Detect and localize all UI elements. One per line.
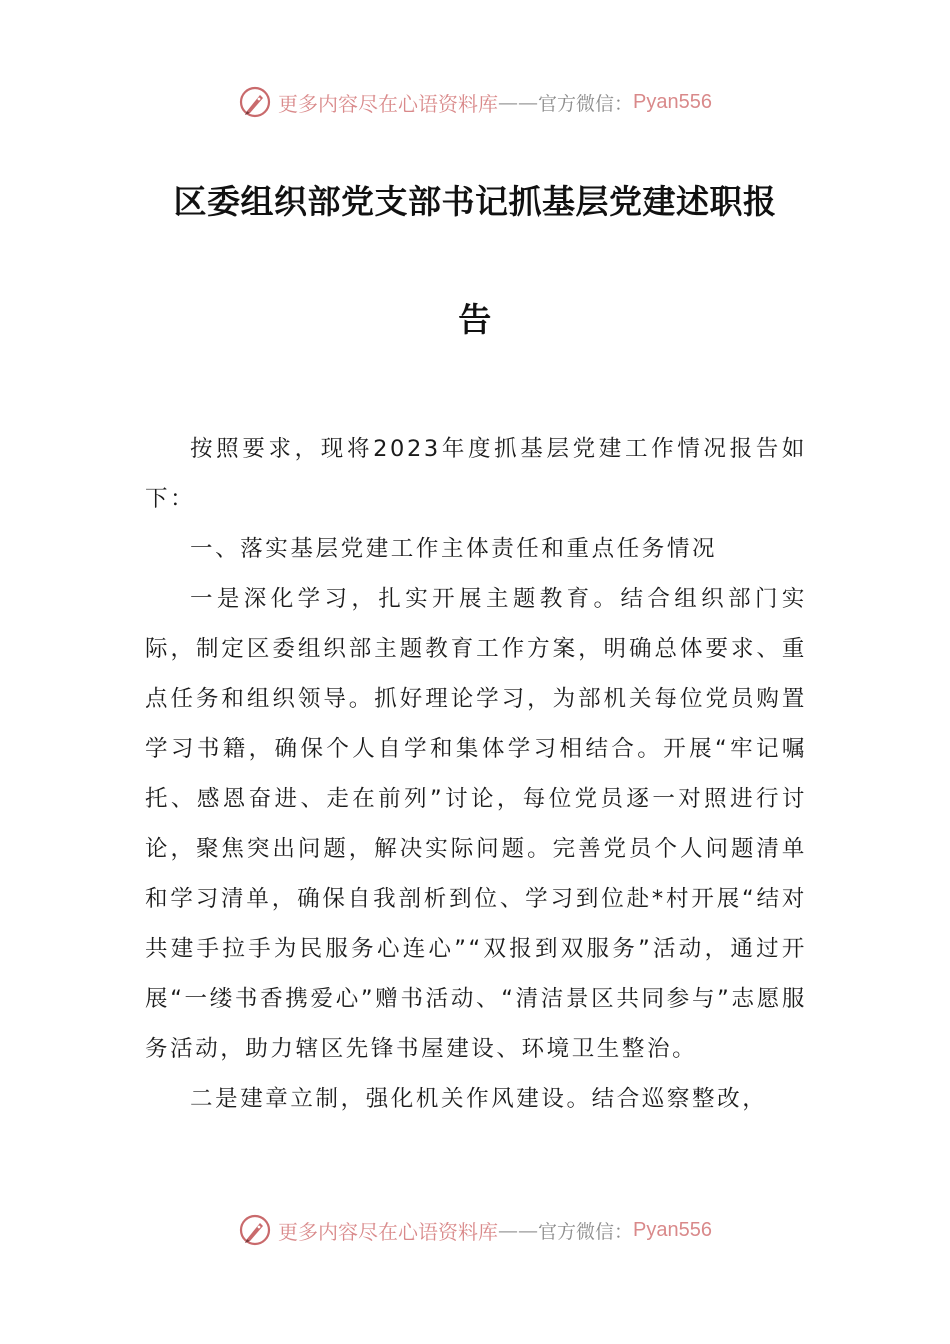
banner-sub-text: 官方微信： [538, 1220, 634, 1243]
banner-text [278, 1216, 712, 1245]
banner-separator: —— [498, 90, 538, 114]
document-title-line-2: 告 [458, 300, 492, 339]
document-title-line-1: 区委组织部党支部书记抓基层党建述职报 [173, 182, 777, 221]
banner-main-text: 更多内容尽在心语资料库 [278, 1219, 498, 1244]
pen-nib-logo-icon [238, 1213, 272, 1247]
paragraph-section-heading: 一、落实基层党建工作主体责任和重点任务情况 [190, 536, 718, 562]
banner-sub-text: 官方微信： [538, 92, 634, 115]
pen-nib-logo-icon [238, 85, 272, 119]
paragraph-study: 一是深化学习，扎实开展主题教育。结合组织部门实际，制定区委组织部主题教育工作方案，明确总体要求、重点任务和组织领导。抓好理论学习，为部机关每位党员购置学习书籍，确保个人自学和集体学习相结合。开展“牢记嘱托、感恩奋进、走在前列”讨论，每位党员逐一对照进行讨论，聚焦突出问题，解决实际问题。完善党员个人问题清单和学习清单，确保自我剖析到位、学习到位赴*村开展“结对共建手拉手为民服务心连心”“双报到双服务”活动，通过开展“一缕书香携爱心”赠书活动、“清洁景区共同参与”志愿服务活动，助力辖区先锋书屋建设、环境卫生整治。 [145, 586, 807, 1062]
banner-main-text: 更多内容尽在心语资料库 [278, 91, 498, 116]
paragraph-intro: 按照要求，现将2023年度抓基层党建工作情况报告如下： [145, 436, 807, 512]
paragraph-rules: 二是建章立制，强化机关作风建设。结合巡察整改， [190, 1086, 768, 1112]
footer-watermark-banner [0, 1208, 950, 1252]
banner-separator: —— [498, 1218, 538, 1242]
banner-text [278, 88, 712, 117]
banner-wechat-id: Pyan556 [633, 1218, 712, 1241]
banner-wechat-id: Pyan556 [633, 90, 712, 113]
header-watermark-banner [0, 80, 950, 124]
document-body [145, 424, 807, 1124]
